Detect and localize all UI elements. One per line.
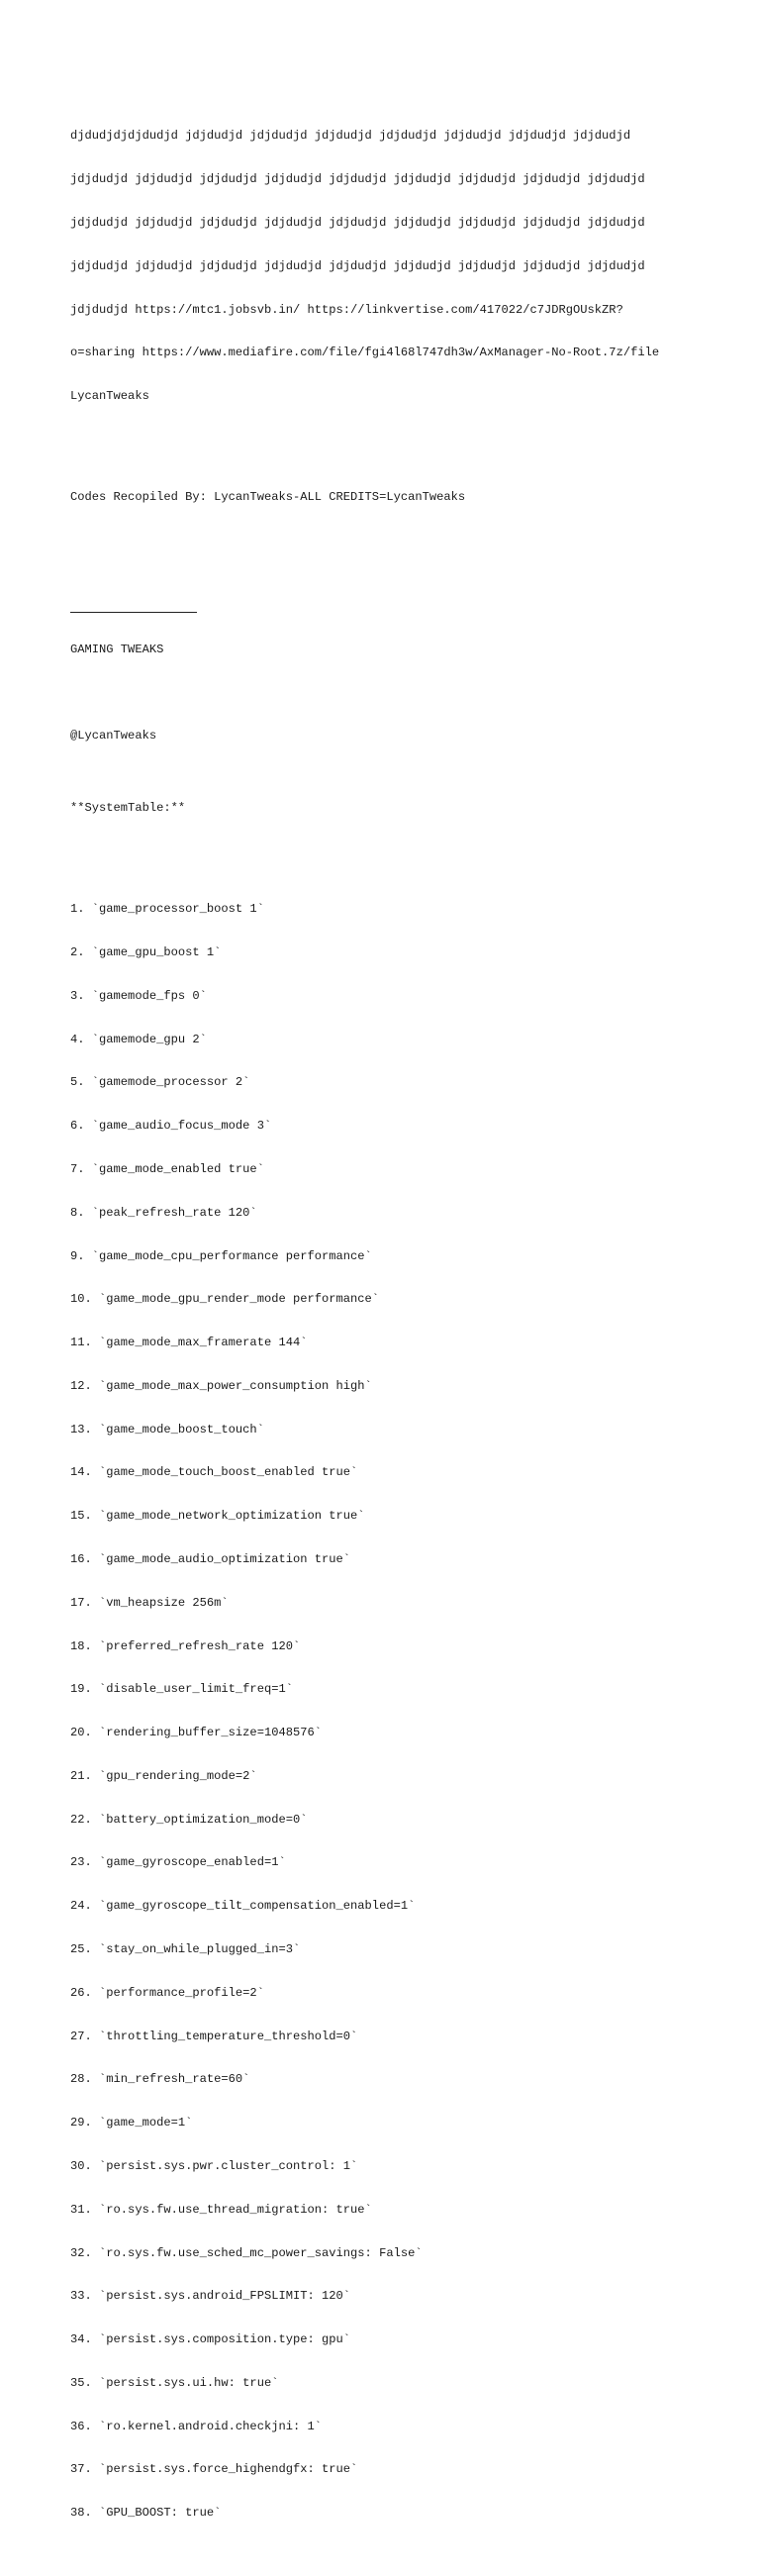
tweak-list xyxy=(70,873,704,2549)
list-item: 14. `game_mode_touch_boost_enabled true` xyxy=(70,1465,358,1480)
document-page xyxy=(70,71,704,2576)
author-handle: @LycanTweaks xyxy=(70,729,157,743)
list-item: 7. `game_mode_enabled true` xyxy=(70,1161,264,1176)
list-item: 3. `gamemode_fps 0` xyxy=(70,988,207,1003)
intro-line: djdudjdjdjdudjd jdjdudjd jdjdudjd jdjdudjd jdjdudjd jdjdudjd jdjdudjd jdjdudjd xyxy=(70,129,631,144)
list-item: 37. `persist.sys.force_highendgfx: true` xyxy=(70,2462,358,2477)
intro-line: jdjdudjd jdjdudjd jdjdudjd jdjdudjd jdjdudjd jdjdudjd jdjdudjd jdjdudjd jdjdudjd xyxy=(70,172,645,187)
list-item: 24. `game_gyroscope_tilt_compensation_enabled=1` xyxy=(70,1899,416,1914)
intro-line: jdjdudjd jdjdudjd jdjdudjd jdjdudjd jdjdudjd jdjdudjd jdjdudjd jdjdudjd jdjdudjd xyxy=(70,258,645,273)
list-item: 29. `game_mode=1` xyxy=(70,2116,193,2130)
list-item: 25. `stay_on_while_plugged_in=3` xyxy=(70,1942,301,1957)
list-item: 26. `performance_profile=2` xyxy=(70,1985,264,2000)
intro-line: jdjdudjd jdjdudjd jdjdudjd jdjdudjd jdjdudjd jdjdudjd jdjdudjd jdjdudjd jdjdudjd xyxy=(70,215,645,230)
intro-paragraph xyxy=(70,100,704,433)
section-title: GAMING TWEAKS xyxy=(70,642,164,656)
list-item: 22. `battery_optimization_mode=0` xyxy=(70,1812,308,1827)
list-item: 31. `ro.sys.fw.use_thread_migration: true` xyxy=(70,2202,372,2217)
list-item: 15. `game_mode_network_optimization true` xyxy=(70,1509,365,1524)
credit-line: Codes Recopiled By: LycanTweaks-ALL CREDITS=LycanTweaks xyxy=(70,490,466,505)
intro-line: jdjdudjd https://mtc1.jobsvb.in/ https://linkvertise.com/417022/c7JDRgOUskZR? xyxy=(70,302,623,317)
list-item: 17. `vm_heapsize 256m` xyxy=(70,1595,229,1610)
list-item: 1. `game_processor_boost 1` xyxy=(70,902,264,917)
list-item: 8. `peak_refresh_rate 120` xyxy=(70,1205,257,1220)
list-item: 10. `game_mode_gpu_render_mode performance` xyxy=(70,1292,380,1307)
list-item: 32. `ro.sys.fw.use_sched_mc_power_savings: False` xyxy=(70,2245,423,2260)
intro-line: LycanTweaks xyxy=(70,389,149,404)
list-item: 36. `ro.kernel.android.checkjni: 1` xyxy=(70,2419,323,2433)
list-item: 21. `gpu_rendering_mode=2` xyxy=(70,1768,257,1783)
list-item: 2. `game_gpu_boost 1` xyxy=(70,945,222,960)
table-title: **SystemTable:** xyxy=(70,801,186,816)
list-item: 23. `game_gyroscope_enabled=1` xyxy=(70,1855,286,1870)
list-item: 28. `min_refresh_rate=60` xyxy=(70,2072,250,2087)
list-item: 35. `persist.sys.ui.hw: true` xyxy=(70,2375,279,2390)
list-item: 4. `gamemode_gpu 2` xyxy=(70,1032,207,1046)
list-item: 13. `game_mode_boost_touch` xyxy=(70,1422,264,1437)
list-item: 27. `throttling_temperature_threshold=0` xyxy=(70,2029,358,2043)
list-item: 11. `game_mode_max_framerate 144` xyxy=(70,1336,308,1350)
list-item: 33. `persist.sys.android_FPSLIMIT: 120` xyxy=(70,2289,351,2304)
list-item: 16. `game_mode_audio_optimization true` xyxy=(70,1552,351,1566)
list-item: 20. `rendering_buffer_size=1048576` xyxy=(70,1726,323,1740)
list-item: 12. `game_mode_max_power_consumption high` xyxy=(70,1378,372,1393)
list-item: 18. `preferred_refresh_rate 120` xyxy=(70,1638,301,1653)
list-item: 5. `gamemode_processor 2` xyxy=(70,1075,250,1090)
list-item: 9. `game_mode_cpu_performance performance` xyxy=(70,1248,372,1263)
section-divider xyxy=(70,605,197,613)
list-item: 6. `game_audio_focus_mode 3` xyxy=(70,1119,272,1134)
list-item: 30. `persist.sys.pwr.cluster_control: 1` xyxy=(70,2158,358,2173)
intro-line: o=sharing https://www.mediafire.com/file/fgi4l68l747dh3w/AxManager-No-Root.7z/file xyxy=(70,346,660,360)
list-item: 38. `GPU_BOOST: true` xyxy=(70,2506,222,2521)
list-item: 19. `disable_user_limit_freq=1` xyxy=(70,1682,293,1697)
list-item: 34. `persist.sys.composition.type: gpu` xyxy=(70,2332,351,2347)
